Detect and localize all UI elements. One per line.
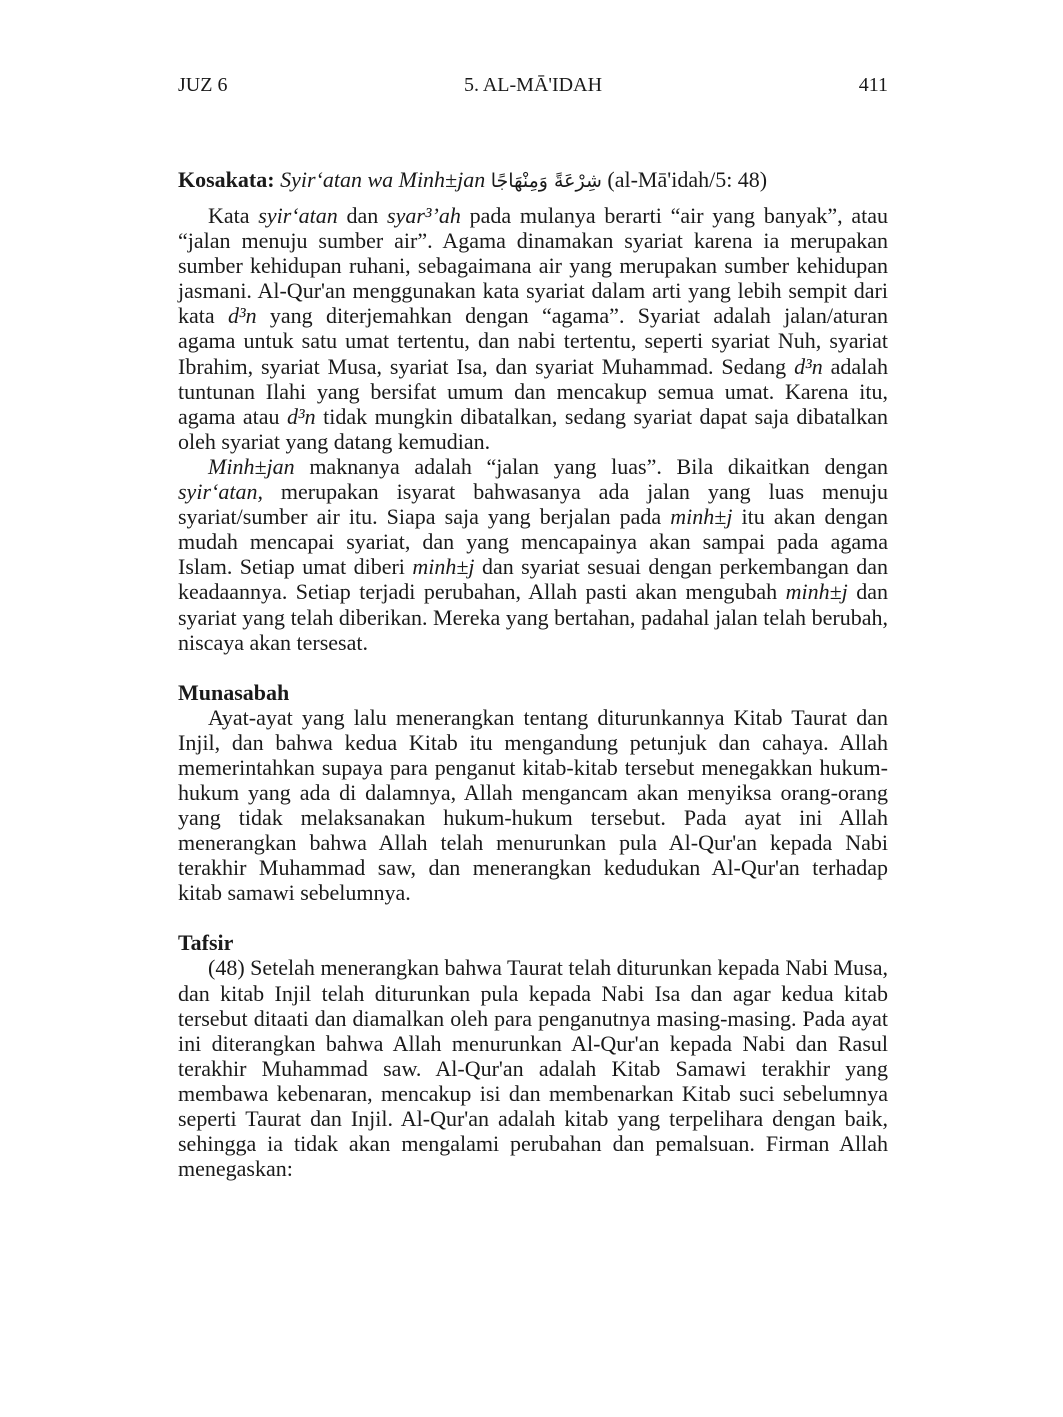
- kosakata-paragraph-1: Kata syir‘atan dan syar³’ah pada mulanya berarti “air yang banyak”, atau “jalan menuju sumber air”. Agama dinamakan syariat karena ia merupakan sumber kehidupan ruhani, sebagaimana air yang merupakan sumber kehidupan jasmani. Al-Qur'an menggunakan kata syariat dalam arti yang lebih sempit dari kata d³n yang diterjemahkan dengan “agama”. Syariat adalah jalan/aturan agama untuk satu umat tertentu, dan nabi tertentu, seperti syariat Nuh, syariat Ibrahim, syariat Musa, syariat Isa, dan syariat Muhammad. Sedang d³n adalah tuntunan Ilahi yang bersifat umum dan mencakup semua umat. Karena itu, agama atau d³n tidak mungkin dibatalkan, sedang syariat dapat saja dibatalkan oleh syariat yang datang kemudian.: [178, 203, 889, 454]
- kosakata-paragraph-2: Minh±jan maknanya adalah “jalan yang luas”. Bila dikaitkan dengan syir‘atan, merupakan isyarat bahwasanya ada jalan yang luas menuju syariat/sumber air itu. Siapa saja yang berjalan pada minh±j itu akan dengan mudah mencapai syariat, dan yang mencapainya akan sampai pada agama Islam. Setiap umat diberi minh±j dan syariat sesuai dengan perkembangan dan keadaannya. Setiap terjadi perubahan, Allah pasti akan mengubah minh±j dan syariat yang telah diberikan. Mereka yang bertahan, padahal jalan telah berubah, niscaya akan tersesat.: [178, 453, 888, 655]
- running-header: [178, 70, 888, 100]
- kosakata-label: Kosakata:: [178, 167, 275, 192]
- page-number: 411: [858, 74, 888, 96]
- munasabah-paragraph: Ayat-ayat yang lalu menerangkan tentang diturunkannya Kitab Taurat dan Injil, dan bahwa kedua Kitab itu mengandung petunjuk dan cahaya. Allah memerintahkan supaya para penganut kitab-kitab tersebut menegakkan hukum-hukum yang ada di dalamnya, Allah mengancam akan menyiksa orang-orang yang tidak melaksanakan hukum-hukum tersebut. Pada ayat ini Allah menerangkan bahwa Allah telah menurunkan pula Al-Qur'an kepada Nabi terakhir Muhammad saw, dan menerangkan kedudukan Al-Qur'an terhadap kitab samawi sebelumnya.: [178, 704, 888, 906]
- verse-reference: (al-Mā'idah/5: 48): [607, 167, 768, 192]
- surah-title: 5. AL-MĀ'IDAH: [463, 74, 603, 96]
- tafsir-paragraph: (48) Setelah menerangkan bahwa Taurat telah diturunkan kepada Nabi Musa, dan kitab Injil telah diturunkan pula kepada Nabi Isa dan agar kedua kitab tersebut ditaati dan diamalkan oleh para penganutnya masing-masing. Pada ayat ini diterangkan bahwa Allah menurunkan Al-Qur'an kepada Nabi dan Rasul terakhir Muhammad saw. Al-Qur'an adalah Kitab Samawi terakhir yang membawa kebenaran, mencakup isi dan membenarkan Kitab suci sebelumnya seperti Taurat dan Injil. Al-Qur'an adalah kitab yang terpelihara dengan baik, sehingga ia tidak akan mengalami perubahan dan pemalsuan. Firman Allah menegaskan:: [178, 955, 888, 1182]
- kosakata-heading: [178, 166, 888, 195]
- book-page: [178, 70, 888, 1181]
- arabic-term: شِرْعَةً وَمِنْهَاجًا: [490, 170, 602, 192]
- kosakata-term: Syir‘atan wa Minh±jan: [280, 167, 486, 192]
- juz-label: JUZ 6: [178, 74, 228, 96]
- tafsir-heading: Tafsir: [178, 930, 234, 956]
- munasabah-heading: Munasabah: [178, 679, 290, 705]
